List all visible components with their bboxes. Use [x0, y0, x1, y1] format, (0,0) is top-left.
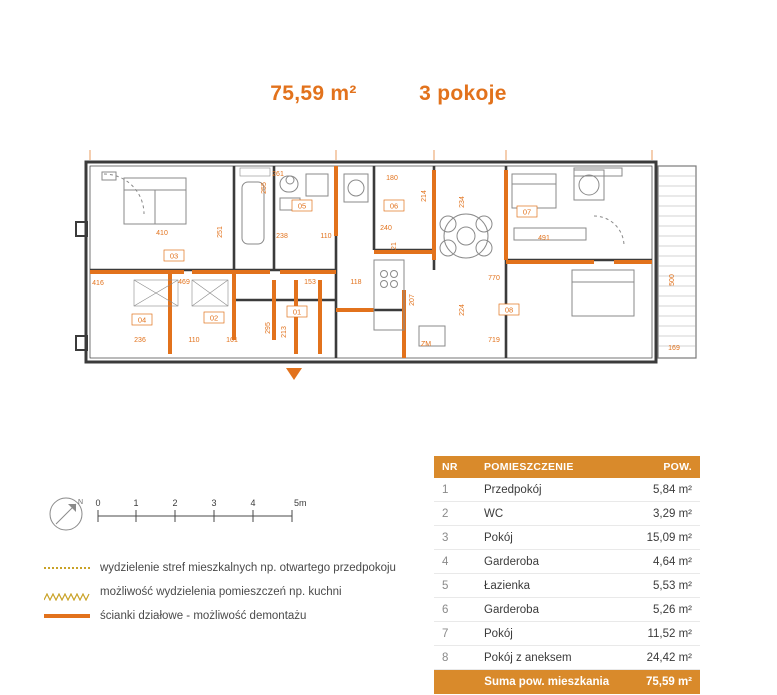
room-area-table [434, 456, 700, 694]
room-tag-05: 05 [297, 201, 307, 211]
room-tag-04: 04 [137, 315, 147, 325]
svg-text:251: 251 [217, 226, 224, 238]
row-area: 5,84 m² [617, 478, 700, 502]
svg-text:153: 153 [304, 279, 316, 286]
row-nr: 6 [434, 598, 476, 622]
scale-tick-5: 5m [294, 498, 307, 508]
svg-text:770: 770 [488, 275, 500, 282]
row-room: Pokój z aneksem [476, 646, 617, 670]
legend-item-label: wydzielenie stref mieszkalnych np. otwartego przedpokoju [100, 562, 396, 574]
legend-item-label: ścianki działowe - możliwość demontażu [100, 610, 307, 622]
dashed-line-icon [44, 563, 90, 573]
row-nr: 3 [434, 526, 476, 550]
svg-text:500: 500 [669, 274, 676, 286]
row-room: Garderoba [476, 598, 617, 622]
svg-text:180: 180 [386, 175, 398, 182]
total-area-label: 75,59 m² [270, 82, 357, 105]
scale-tick-2: 2 [172, 498, 178, 508]
row-area: 24,42 m² [617, 646, 700, 670]
svg-text:295: 295 [265, 322, 272, 334]
room-tag-06: 06 [389, 201, 399, 211]
row-area: 5,26 m² [617, 598, 700, 622]
row-nr: 5 [434, 574, 476, 598]
table-row [434, 502, 700, 526]
svg-text:121: 121 [391, 242, 398, 254]
total-area: 75,59 m² [617, 670, 700, 695]
scale-tick-0: 0 [95, 498, 101, 508]
row-area: 3,29 m² [617, 502, 700, 526]
table-header-row [434, 456, 700, 478]
legend [44, 556, 424, 628]
scale-tick-4: 4 [250, 498, 256, 508]
table-row [434, 526, 700, 550]
room-tag-03: 03 [169, 251, 179, 261]
row-nr: 1 [434, 478, 476, 502]
row-room: Pokój [476, 622, 617, 646]
svg-text:110: 110 [188, 337, 200, 344]
total-label: Suma pow. mieszkania [434, 670, 617, 695]
table-row [434, 574, 700, 598]
scale-tick-1: 1 [133, 498, 139, 508]
row-area: 11,52 m² [617, 622, 700, 646]
zigzag-line-icon [44, 588, 90, 598]
table-row [434, 478, 700, 502]
svg-text:169: 169 [668, 345, 680, 352]
svg-text:ZM: ZM [420, 341, 432, 348]
table-row [434, 622, 700, 646]
svg-text:491: 491 [538, 235, 550, 242]
scale-tick-3: 3 [211, 498, 217, 508]
room-tag-01: 01 [292, 307, 302, 317]
svg-text:207: 207 [409, 294, 416, 306]
col-header-room: POMIESZCZENIE [476, 456, 617, 478]
svg-text:N: N [78, 499, 84, 506]
svg-text:234: 234 [459, 196, 466, 208]
row-room: Garderoba [476, 550, 617, 574]
svg-text:410: 410 [156, 230, 168, 237]
legend-item-label: możliwość wydzielenia pomieszczeń np. kuchni [100, 586, 342, 598]
row-room: WC [476, 502, 617, 526]
svg-text:213: 213 [281, 326, 288, 338]
svg-text:416: 416 [92, 280, 104, 287]
room-tag-08: 08 [504, 305, 514, 315]
row-room: Łazienka [476, 574, 617, 598]
row-area: 15,09 m² [617, 526, 700, 550]
svg-text:469: 469 [178, 279, 190, 286]
legend-item [44, 556, 424, 580]
page-title [0, 82, 777, 106]
row-nr: 7 [434, 622, 476, 646]
legend-item [44, 580, 424, 604]
row-area: 4,64 m² [617, 550, 700, 574]
svg-text:118: 118 [350, 279, 362, 286]
table-row [434, 550, 700, 574]
table-row [434, 646, 700, 670]
svg-text:240: 240 [380, 225, 392, 232]
row-room: Przedpokój [476, 478, 617, 502]
col-header-area: POW. [617, 456, 700, 478]
room-tag-02: 02 [209, 313, 219, 323]
svg-text:161: 161 [226, 337, 238, 344]
row-nr: 8 [434, 646, 476, 670]
legend-item [44, 604, 424, 628]
table-row [434, 598, 700, 622]
svg-text:261: 261 [272, 171, 284, 178]
row-nr: 4 [434, 550, 476, 574]
svg-text:238: 238 [276, 233, 288, 240]
col-header-nr: NR [434, 456, 476, 478]
scale-bar [44, 492, 344, 542]
svg-text:236: 236 [134, 337, 146, 344]
floorplan-drawing [74, 140, 700, 390]
svg-text:255: 255 [261, 182, 268, 194]
svg-text:110: 110 [320, 233, 332, 240]
table-total-row [434, 670, 700, 695]
room-count-label: 3 pokoje [419, 82, 507, 105]
svg-text:719: 719 [488, 337, 500, 344]
solid-orange-line-icon [44, 611, 90, 621]
svg-text:214: 214 [421, 190, 428, 202]
row-nr: 2 [434, 502, 476, 526]
row-area: 5,53 m² [617, 574, 700, 598]
room-tag-07: 07 [522, 207, 532, 217]
svg-text:224: 224 [459, 304, 466, 316]
row-room: Pokój [476, 526, 617, 550]
